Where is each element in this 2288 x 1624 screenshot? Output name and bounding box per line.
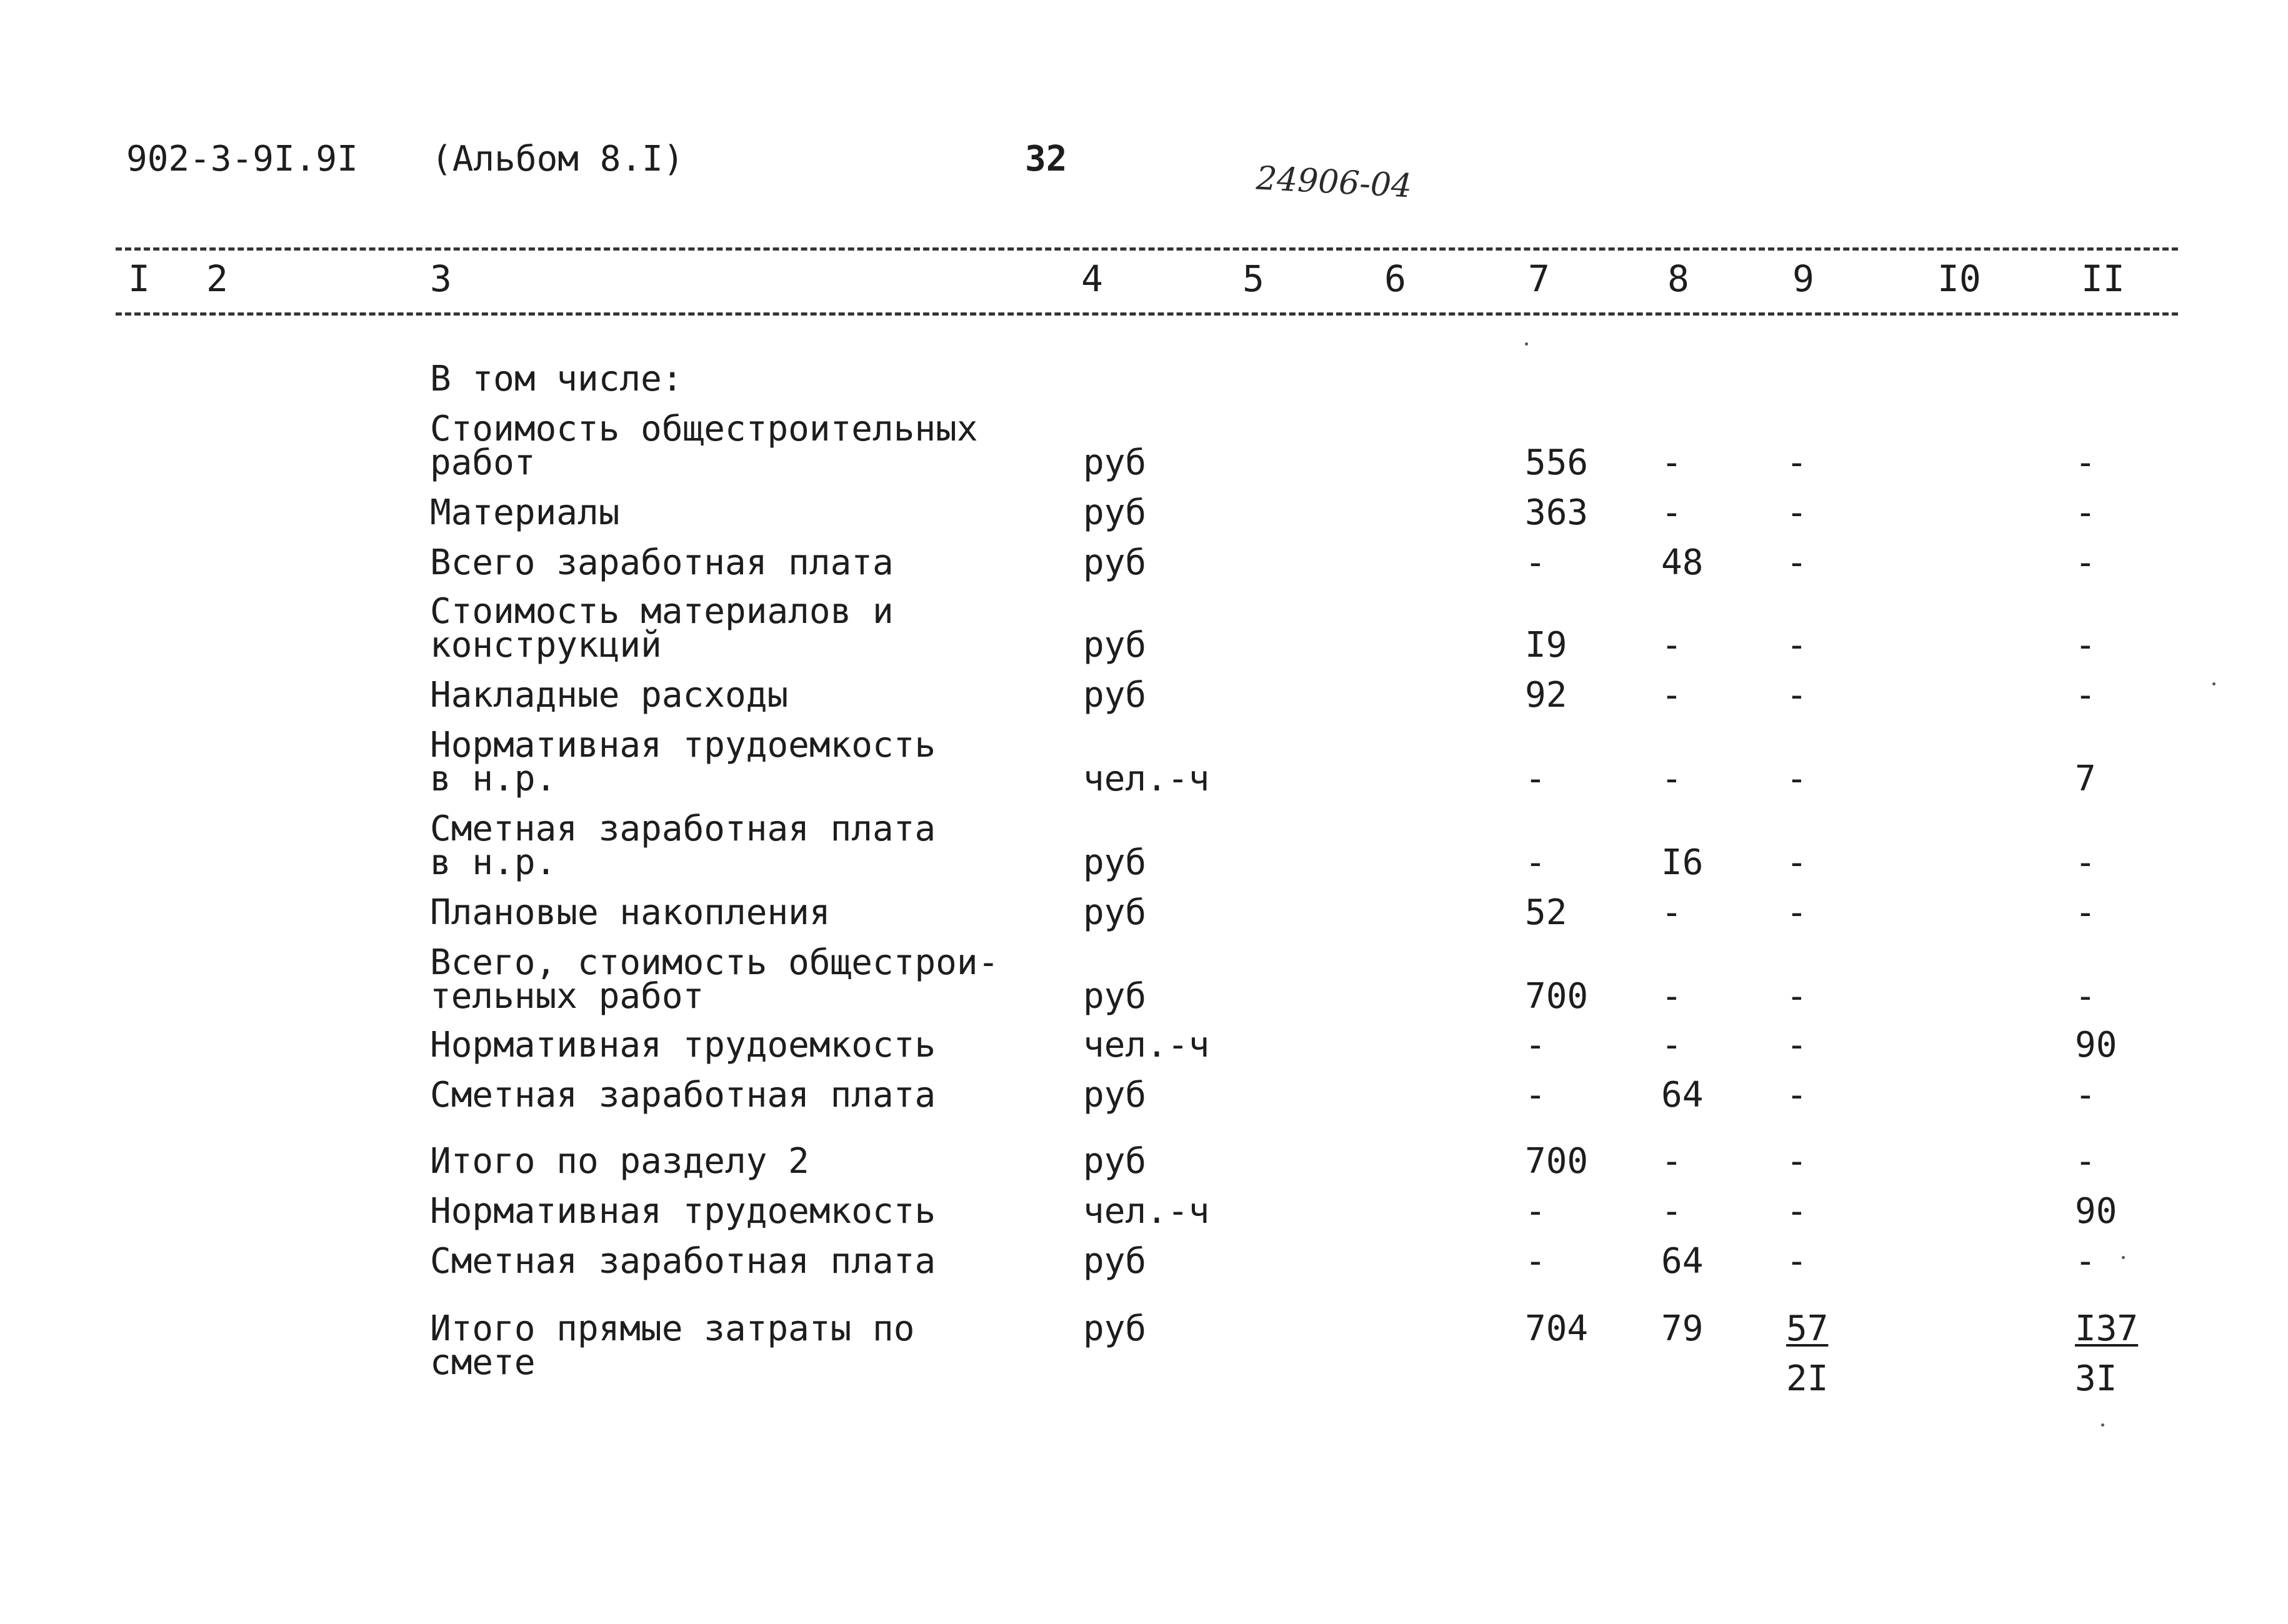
row-value-col9: - bbox=[1786, 542, 1807, 583]
row-description: Сметная заработная плата bbox=[430, 1241, 936, 1282]
row-unit: руб bbox=[1083, 1241, 1147, 1282]
row-value-col8: - bbox=[1661, 492, 1682, 533]
row-description: Итого по разделу 2 bbox=[430, 1141, 809, 1182]
row-description: Материалы bbox=[430, 492, 620, 533]
column-number: II bbox=[2081, 257, 2125, 300]
row-value-col7: - bbox=[1525, 842, 1546, 883]
row-value-col11: 90 bbox=[2075, 1191, 2117, 1232]
row-value-col11: - bbox=[2075, 1241, 2096, 1282]
row-value-col11: - bbox=[2075, 542, 2096, 583]
row-value-col9: - bbox=[1786, 625, 1807, 665]
handwritten-reference: 24906-04 bbox=[1255, 159, 1413, 206]
column-number: 7 bbox=[1528, 257, 1550, 300]
total-col11-denominator: 3I bbox=[2075, 1358, 2117, 1399]
row-unit: руб bbox=[1083, 976, 1147, 1017]
row-value-col9: - bbox=[1786, 892, 1807, 933]
row-value-col9: - bbox=[1786, 1025, 1807, 1065]
row-unit: руб bbox=[1083, 1141, 1147, 1182]
column-number: 4 bbox=[1081, 257, 1103, 300]
row-value-col11: - bbox=[2075, 492, 2096, 533]
row-value-col7: 700 bbox=[1525, 976, 1589, 1017]
row-value-col9: - bbox=[1786, 759, 1807, 799]
row-unit: руб bbox=[1083, 492, 1147, 533]
row-unit: руб bbox=[1083, 675, 1147, 715]
total-unit: руб bbox=[1083, 1308, 1147, 1349]
row-value-col7: 700 bbox=[1525, 1141, 1589, 1182]
column-number: 3 bbox=[430, 257, 452, 300]
scan-speck bbox=[2212, 682, 2216, 685]
row-description: Нормативная трудоемкость в н.р. bbox=[430, 725, 936, 799]
row-description: Накладные расходы bbox=[430, 675, 789, 715]
column-number: 9 bbox=[1792, 257, 1814, 300]
row-value-col7: - bbox=[1525, 542, 1546, 583]
row-description: Нормативная трудоемкость bbox=[430, 1025, 936, 1065]
total-col11-numerator: I37 bbox=[2075, 1308, 2139, 1349]
row-value-col11: - bbox=[2075, 675, 2096, 715]
row-value-col8: - bbox=[1661, 892, 1682, 933]
row-value-col8: - bbox=[1661, 442, 1682, 483]
row-value-col11: 7 bbox=[2075, 759, 2096, 799]
column-number: 2 bbox=[206, 257, 228, 300]
row-value-col11: - bbox=[2075, 1075, 2096, 1115]
row-description: Всего, стоимость общестрои- тельных работ bbox=[430, 942, 999, 1017]
scan-speck bbox=[2122, 1256, 2125, 1259]
row-unit: руб bbox=[1083, 542, 1147, 583]
row-description: В том числе: bbox=[430, 359, 683, 399]
row-value-col7: - bbox=[1525, 759, 1546, 799]
row-value-col8: I6 bbox=[1661, 842, 1704, 883]
row-value-col11: - bbox=[2075, 1141, 2096, 1182]
row-value-col9: - bbox=[1786, 675, 1807, 715]
row-value-col9: - bbox=[1786, 1191, 1807, 1232]
row-unit: руб bbox=[1083, 442, 1147, 483]
row-value-col7: - bbox=[1525, 1241, 1546, 1282]
column-number: I0 bbox=[1937, 257, 1981, 300]
total-description: Итого прямые затраты по смете bbox=[430, 1308, 915, 1383]
row-value-col9: - bbox=[1786, 842, 1807, 883]
header-top-rule bbox=[116, 247, 2178, 251]
row-description: Сметная заработная плата bbox=[430, 1075, 936, 1115]
row-unit: руб bbox=[1083, 892, 1147, 933]
row-value-col8: - bbox=[1661, 1191, 1682, 1232]
row-description: Стоимость общестроительных работ bbox=[430, 409, 978, 483]
row-unit: чел.-ч bbox=[1083, 1191, 1210, 1232]
row-value-col11: - bbox=[2075, 625, 2096, 665]
row-value-col7: 556 bbox=[1525, 442, 1589, 483]
page-number: 32 bbox=[1025, 139, 1067, 179]
scan-speck bbox=[2101, 1423, 2104, 1427]
row-unit: руб bbox=[1083, 1075, 1147, 1115]
row-description: Сметная заработная плата в н.р. bbox=[430, 809, 936, 883]
total-value-col7: 704 bbox=[1525, 1308, 1589, 1349]
row-value-col9: - bbox=[1786, 1241, 1807, 1282]
row-value-col9: - bbox=[1786, 1141, 1807, 1182]
row-value-col9: - bbox=[1786, 976, 1807, 1017]
row-value-col7: - bbox=[1525, 1025, 1546, 1065]
row-value-col8: - bbox=[1661, 625, 1682, 665]
scan-speck bbox=[1525, 342, 1528, 346]
row-value-col11: - bbox=[2075, 892, 2096, 933]
row-value-col8: - bbox=[1661, 675, 1682, 715]
row-value-col7: - bbox=[1525, 1191, 1546, 1232]
row-value-col7: I9 bbox=[1525, 625, 1567, 665]
row-description: Плановые накопления bbox=[430, 892, 831, 933]
row-value-col11: - bbox=[2075, 442, 2096, 483]
total-col9-denominator: 2I bbox=[1786, 1358, 1829, 1399]
row-value-col7: 92 bbox=[1525, 675, 1567, 715]
row-value-col11: - bbox=[2075, 842, 2096, 883]
row-value-col8: 64 bbox=[1661, 1075, 1704, 1115]
row-value-col9: - bbox=[1786, 442, 1807, 483]
album-label: (Альбом 8.I) bbox=[431, 139, 684, 179]
total-col9-numerator: 57 bbox=[1786, 1308, 1829, 1349]
row-unit: чел.-ч bbox=[1083, 1025, 1210, 1065]
row-value-col8: 64 bbox=[1661, 1241, 1704, 1282]
row-value-col11: 90 bbox=[2075, 1025, 2117, 1065]
row-description: Стоимость материалов и конструкций bbox=[430, 591, 894, 665]
row-description: Нормативная трудоемкость bbox=[430, 1191, 936, 1232]
row-description: Всего заработная плата bbox=[430, 542, 894, 583]
row-value-col9: - bbox=[1786, 1075, 1807, 1115]
total-value-col8: 79 bbox=[1661, 1308, 1704, 1349]
header-bottom-rule bbox=[116, 312, 2178, 316]
row-value-col8: - bbox=[1661, 976, 1682, 1017]
column-number: 5 bbox=[1242, 257, 1264, 300]
row-unit: чел.-ч bbox=[1083, 759, 1210, 799]
row-value-col7: 363 bbox=[1525, 492, 1589, 533]
row-value-col7: 52 bbox=[1525, 892, 1567, 933]
column-number: I bbox=[128, 257, 150, 300]
row-value-col11: - bbox=[2075, 976, 2096, 1017]
row-value-col9: - bbox=[1786, 492, 1807, 533]
row-value-col8: - bbox=[1661, 1141, 1682, 1182]
row-value-col8: 48 bbox=[1661, 542, 1704, 583]
column-number: 8 bbox=[1667, 257, 1689, 300]
row-unit: руб bbox=[1083, 842, 1147, 883]
row-value-col8: - bbox=[1661, 1025, 1682, 1065]
row-value-col8: - bbox=[1661, 759, 1682, 799]
row-unit: руб bbox=[1083, 625, 1147, 665]
row-value-col7: - bbox=[1525, 1075, 1546, 1115]
column-number: 6 bbox=[1384, 257, 1406, 300]
document-code: 902-3-9I.9I bbox=[126, 139, 358, 179]
